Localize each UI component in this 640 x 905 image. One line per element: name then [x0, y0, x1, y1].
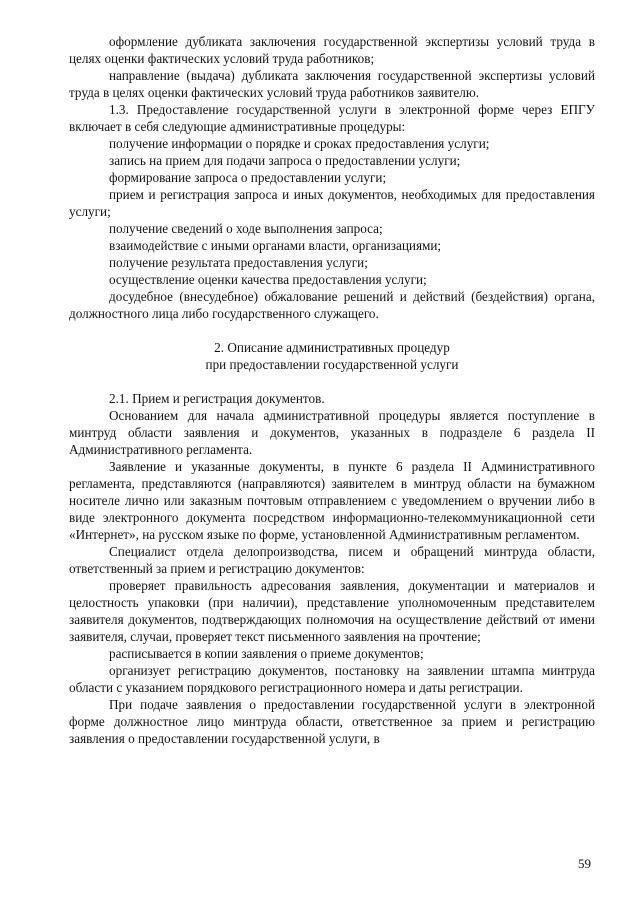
- section-heading-subtitle: при предоставлении государственной услуги: [205, 357, 459, 372]
- paragraph: получение информации о порядке и сроках предоставления услуги;: [109, 136, 490, 151]
- subsection-title: 2.1. Прием и регистрация документов.: [109, 391, 325, 406]
- paragraph: Заявление и указанные документы, в пункте 6 раздела II Административного регламента, представляются (направляются) заявителем в минтруд области на бумажном носителе лично или заказным почтовым отправлением с уведомлением о вручении либо в виде электронного документа посредством информационно-телекоммуникационной сети «Интернет», на русском языке по форме, установленной Административным регламентом.: [69, 459, 595, 542]
- paragraph: проверяет правильность адресования заявления, документации и материалов и целостность упаковки (при наличии), представление уполномоченным представителем заявителя документов, подтверждающих полномочия на осуществление действий от имени заявителя, случаи, проверяет текст письменного заявления на прочтение;: [69, 578, 595, 644]
- section-heading: 2. Описание административных процедур: [214, 340, 450, 355]
- page-number: 59: [578, 856, 591, 871]
- paragraph: направление (выдача) дубликата заключения государственной экспертизы условий труда в целях оценки фактических условий труда работников заявителю.: [69, 68, 595, 100]
- paragraph: оформление дубликата заключения государственной экспертизы условий труда в целях оценки фактических условий труда работников;: [69, 34, 595, 66]
- paragraph: прием и регистрация запроса и иных документов, необходимых для предоставления услуги;: [69, 187, 595, 219]
- paragraph: взаимодействие с иными органами власти, организациями;: [109, 238, 442, 253]
- document-body: [69, 33, 595, 747]
- paragraph: досудебное (внесудебное) обжалование решений и действий (бездействия) органа, должностного лица либо государственного служащего.: [69, 289, 595, 321]
- paragraph: формирование запроса о предоставлении услуги;: [109, 170, 387, 185]
- paragraph: организует регистрацию документов, постановку на заявлении штампа минтруда области с указанием порядкового регистрационного номера и даты регистрации.: [69, 663, 595, 695]
- paragraph: осуществление оценки качества предоставления услуги;: [109, 272, 427, 287]
- paragraph: 1.3. Предоставление государственной услуги в электронной форме через ЕПГУ включает в себя следующие административные процедуры:: [69, 102, 595, 134]
- paragraph: Специалист отдела делопроизводства, писем и обращений минтруда области, ответственный за прием и регистрацию документов:: [69, 544, 595, 576]
- paragraph: Основанием для начала административной процедуры является поступление в минтруд области заявления и документов, указанных в подразделе 6 раздела II Административного регламента.: [69, 408, 595, 457]
- paragraph: получение сведений о ходе выполнения запроса;: [109, 221, 383, 236]
- paragraph: получение результата предоставления услуги;: [109, 255, 368, 270]
- paragraph: расписывается в копии заявления о приеме документов;: [109, 646, 424, 661]
- paragraph: При подаче заявления о предоставлении государственной услуги в электронной форме должностное лицо минтруда области, ответственное за прием и регистрацию заявления о предоставлении государственной услуги, в: [69, 697, 595, 746]
- paragraph: запись на прием для подачи запроса о предоставлении услуги;: [109, 153, 461, 168]
